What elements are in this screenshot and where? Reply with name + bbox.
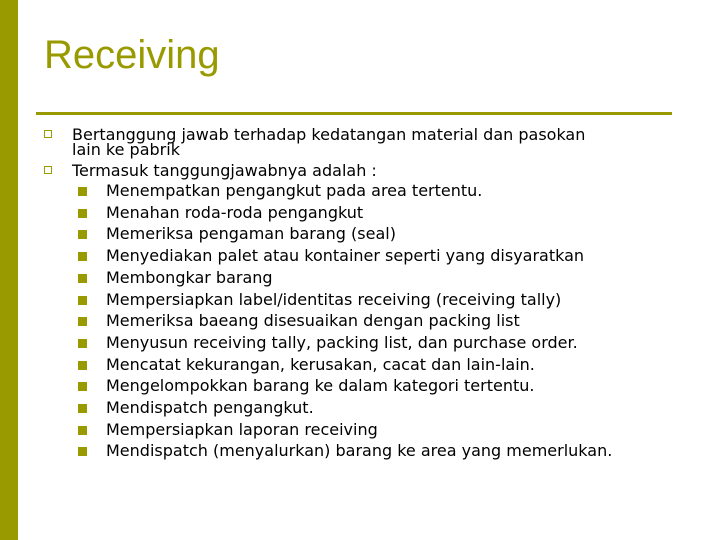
filled-square-bullet-icon xyxy=(78,187,87,196)
sub-bullet-text: Menyusun receiving tally, packing list, dan purchase order. xyxy=(106,332,578,352)
filled-square-bullet-icon xyxy=(78,296,87,305)
filled-square-bullet-icon xyxy=(78,209,87,218)
slide-content xyxy=(44,126,684,462)
sub-bullet-item xyxy=(44,440,684,462)
hollow-square-bullet-icon xyxy=(44,166,52,174)
slide-title: Receiving xyxy=(44,33,220,77)
sub-bullet-item xyxy=(44,310,684,332)
sub-bullet-text: Memeriksa pengaman barang (seal) xyxy=(106,224,396,244)
sub-bullet-item xyxy=(44,245,684,267)
sub-bullet-item xyxy=(44,202,684,224)
bullet-text-line: lain ke pabrik xyxy=(72,140,180,159)
title-divider xyxy=(36,112,672,115)
sub-bullet-text: Mendispatch (menyalurkan) barang ke area yang memerlukan. xyxy=(106,441,613,461)
left-accent-bar xyxy=(0,0,18,540)
sub-bullet-list xyxy=(44,180,684,462)
bullet-item xyxy=(44,162,684,180)
sub-bullet-item xyxy=(44,397,684,419)
sub-bullet-item xyxy=(44,332,684,354)
filled-square-bullet-icon xyxy=(78,252,87,261)
filled-square-bullet-icon xyxy=(78,447,87,456)
sub-bullet-item xyxy=(44,354,684,376)
sub-bullet-text: Mempersiapkan label/identitas receiving (receiving tally) xyxy=(106,289,562,309)
filled-square-bullet-icon xyxy=(78,230,87,239)
sub-bullet-text: Menahan roda-roda pengangkut xyxy=(106,202,364,222)
filled-square-bullet-icon xyxy=(78,317,87,326)
sub-bullet-text: Mempersiapkan laporan receiving xyxy=(106,419,378,439)
filled-square-bullet-icon xyxy=(78,361,87,370)
bullet-item xyxy=(44,126,684,159)
sub-bullet-item xyxy=(44,267,684,289)
sub-bullet-text: Mendispatch pengangkut. xyxy=(106,398,314,418)
sub-bullet-item xyxy=(44,419,684,441)
sub-bullet-item xyxy=(44,223,684,245)
sub-bullet-item xyxy=(44,289,684,311)
sub-bullet-text: Mencatat kekurangan, kerusakan, cacat dan lain-lain. xyxy=(106,354,535,374)
sub-bullet-text: Memeriksa baeang disesuaikan dengan packing list xyxy=(106,311,520,331)
sub-bullet-text: Menyediakan palet atau kontainer seperti yang disyaratkan xyxy=(106,246,585,266)
sub-bullet-text: Mengelompokkan barang ke dalam kategori tertentu. xyxy=(106,376,535,396)
filled-square-bullet-icon xyxy=(78,382,87,391)
bullet-text-line: Bertanggung jawab terhadap kedatangan material dan pasokan xyxy=(72,125,586,144)
filled-square-bullet-icon xyxy=(78,339,87,348)
sub-bullet-item xyxy=(44,180,684,202)
sub-bullet-item xyxy=(44,375,684,397)
filled-square-bullet-icon xyxy=(78,274,87,283)
filled-square-bullet-icon xyxy=(78,404,87,413)
bullet-text-line: Termasuk tanggungjawabnya adalah : xyxy=(72,161,377,180)
sub-bullet-text: Membongkar barang xyxy=(106,267,273,287)
sub-bullet-text: Menempatkan pengangkut pada area tertentu. xyxy=(106,181,483,200)
filled-square-bullet-icon xyxy=(78,426,87,435)
hollow-square-bullet-icon xyxy=(44,130,52,138)
